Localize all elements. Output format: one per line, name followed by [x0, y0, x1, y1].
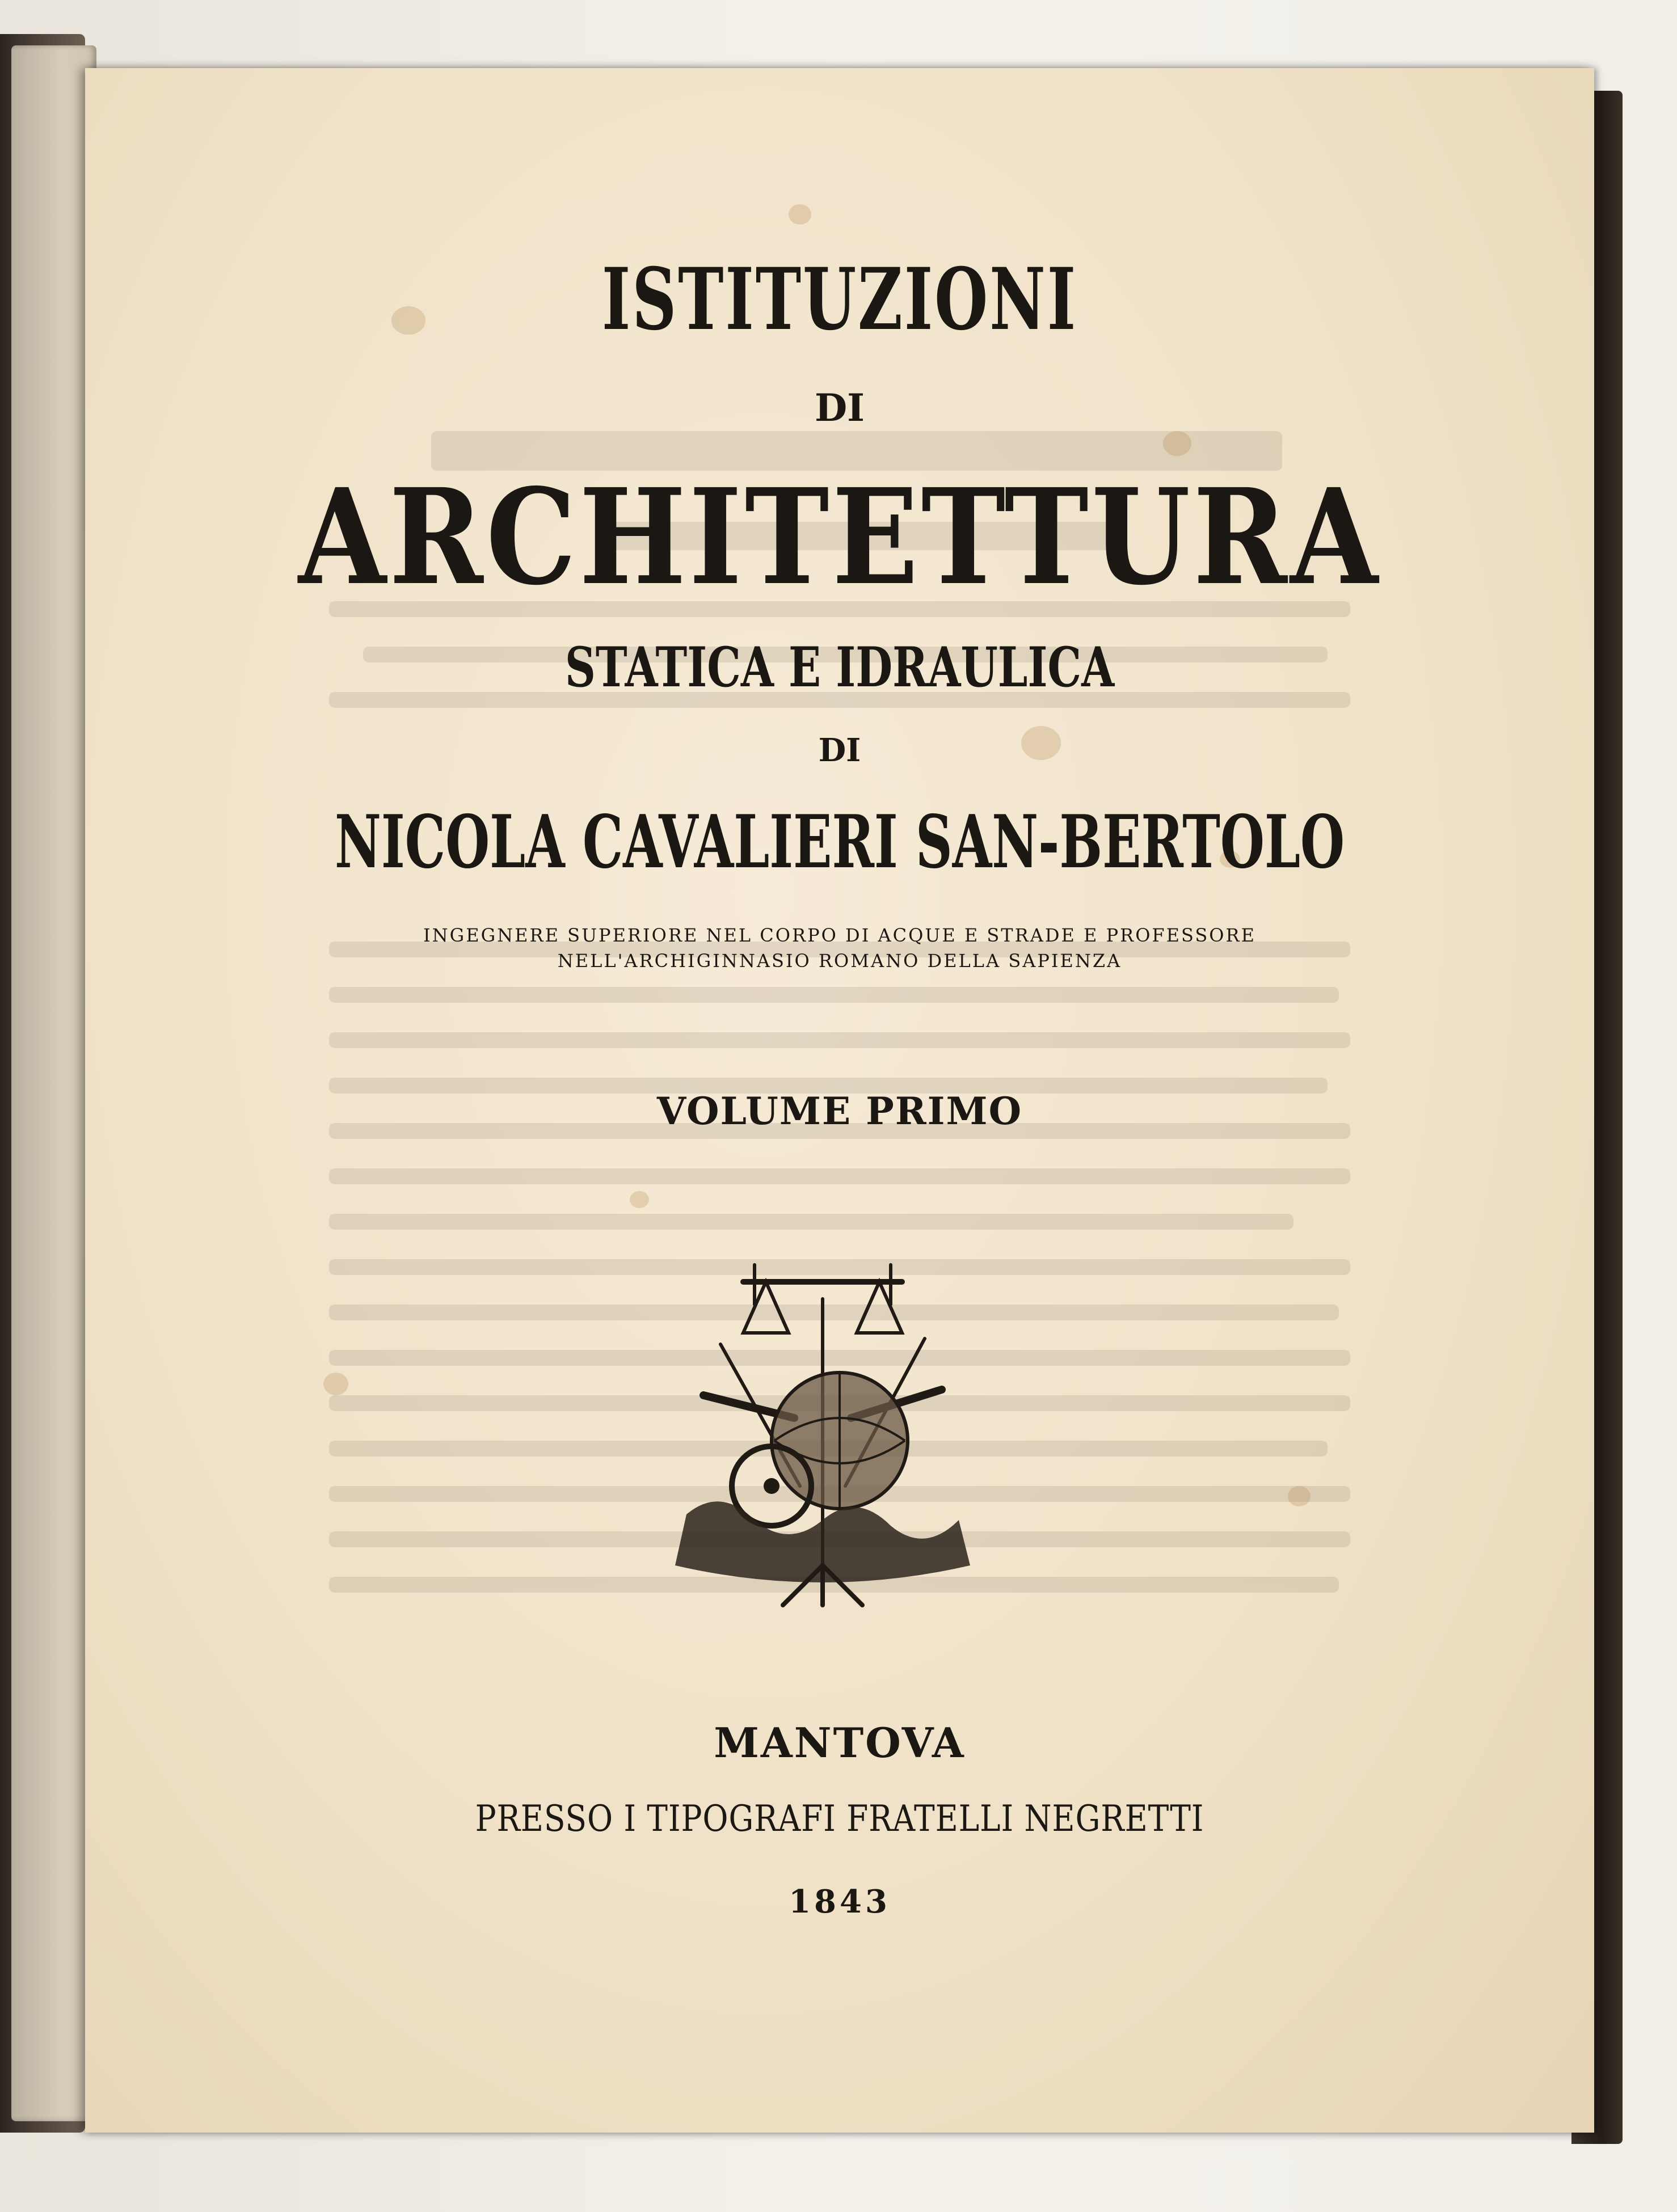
foxing-spot — [789, 204, 811, 225]
foxing-spot — [630, 1191, 649, 1208]
author-credentials-line-1: INGEGNERE SUPERIORE NEL CORPO DI ACQUE E STRADE E PROFESSORE — [423, 925, 1256, 946]
facing-page-edge — [11, 45, 96, 2121]
imprint-year: 1843 — [789, 1883, 891, 1920]
scientific-instruments-vignette-icon — [652, 1248, 993, 1611]
imprint-publisher: PRESSO I TIPOGRAFI FRATELLI NEGRETTI — [475, 1798, 1204, 1840]
title-line-istituzioni: ISTITUZIONI — [601, 250, 1078, 349]
author-connector: DI — [818, 732, 861, 769]
title-main: ARCHITETTURA — [298, 459, 1381, 614]
title-connector: DI — [814, 386, 865, 430]
title-page — [85, 68, 1594, 2133]
subtitle: STATICA E IDRAULICA — [564, 635, 1115, 699]
imprint-place: MANTOVA — [714, 1719, 966, 1767]
foxing-spot — [323, 1373, 348, 1395]
author-name: NICOLA CAVALIERI SAN-BERTOLO — [334, 800, 1345, 885]
foxing-spot — [1288, 1486, 1311, 1506]
author-credentials-line-2: NELL'ARCHIGINNASIO ROMANO DELLA SAPIENZA — [557, 950, 1122, 972]
foxing-spot — [1163, 431, 1191, 456]
volume-label: VOLUME PRIMO — [656, 1089, 1023, 1133]
